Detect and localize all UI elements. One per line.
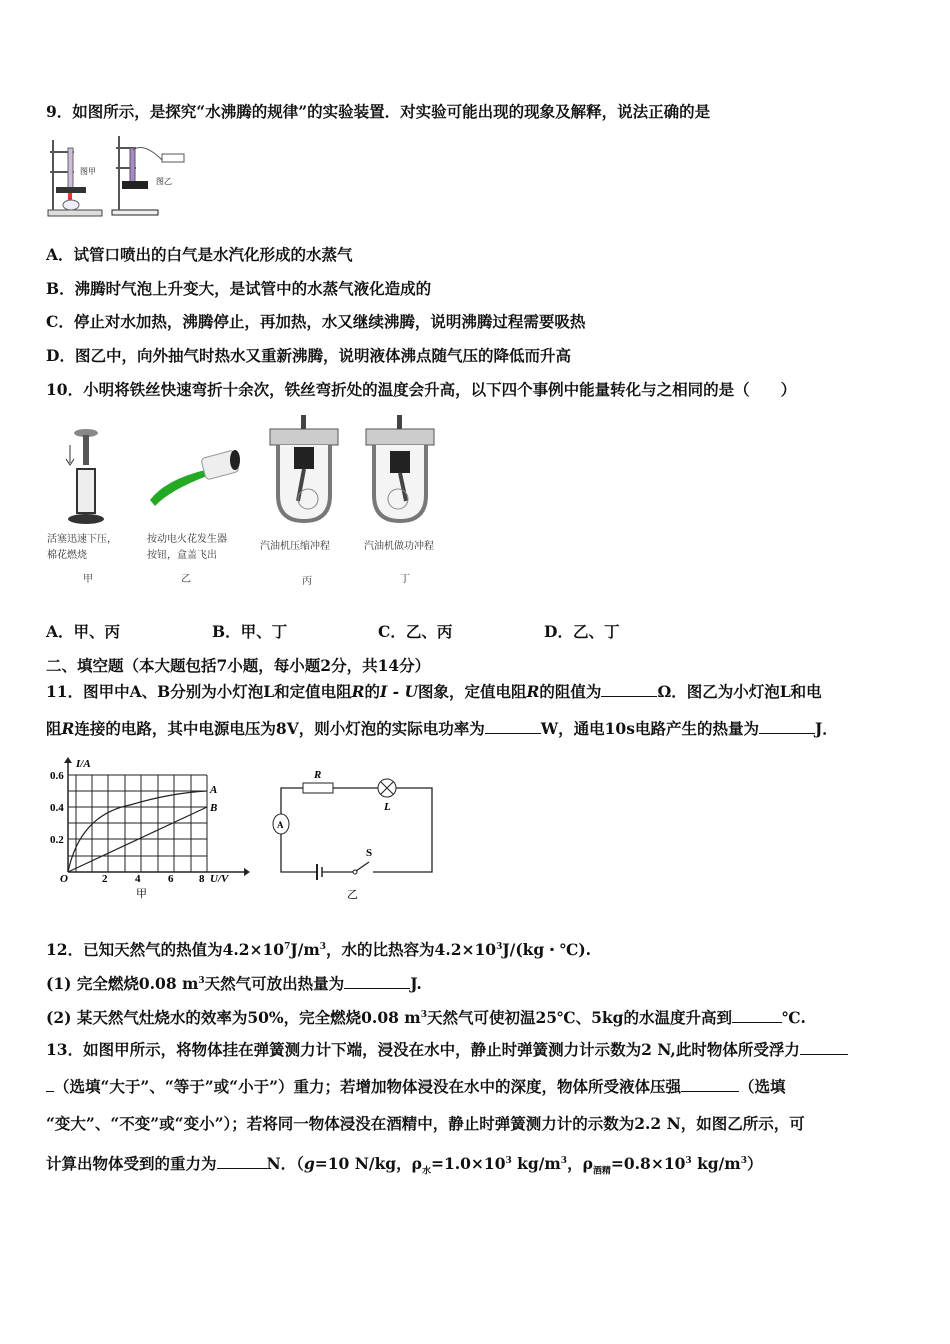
fig-yi-label: 图乙 xyxy=(156,177,172,186)
x-tick: 4 xyxy=(135,873,141,885)
fig-ding-caption: 汽油机做功冲程 xyxy=(364,541,434,552)
x-tick: 6 xyxy=(168,873,174,885)
section-title: 二、填空题（本大题包括7小题，每小题2分，共14分） xyxy=(46,656,431,675)
text: （选填“大于”、“等于”或“小于”）重力；若增加物体浸没在水中的深度，物体所受液体压强 xyxy=(54,1077,681,1096)
exp: 3 xyxy=(560,1156,568,1166)
graph-caption: 甲 xyxy=(136,888,147,900)
exp: 3 xyxy=(496,942,503,952)
answer-blank[interactable] xyxy=(681,1077,739,1092)
l-label: L xyxy=(384,801,391,813)
text: 天然气可放出热量为 xyxy=(204,974,345,994)
answer-blank[interactable] xyxy=(759,719,815,734)
exp: 3 xyxy=(420,1010,427,1020)
q10-option-d: D．乙、丁 xyxy=(544,622,620,641)
text: 13．如图甲所示，将物体挂在弹簧测力计下端，浸没在水中，静止时弹簧测力计示数为2 N,此时物体所受浮力 xyxy=(46,1040,800,1059)
s-label: S xyxy=(366,847,373,859)
text: 11．图甲中A、B分别为小灯泡L和定值电阻 xyxy=(46,682,352,701)
q9-option-a: A．试管口喷出的白气是水汽化形成的水蒸气 xyxy=(46,245,353,264)
q9-stem: 9．如图所示，是探究“水沸腾的规律”的实验装置．对实验可能出现的现象及解释，说法正确的是 xyxy=(46,102,711,121)
text: kg/m xyxy=(511,1154,561,1174)
text: （选填 xyxy=(739,1077,786,1096)
fig-jia-caption-2: 棉花燃烧 xyxy=(47,550,87,561)
x-tick: 8 xyxy=(199,873,205,885)
spark-generator-figure xyxy=(145,440,245,510)
text: 的阻值为 xyxy=(539,682,602,701)
text: (2) 某天然气灶烧水的效率为50%，完全燃烧0.08 m xyxy=(46,1008,421,1028)
q13-line3: “变大”、“不变”或“变小”）；若将同一物体浸没在酒精中，静止时弹簧测力计的示数为2.2 N，如图乙所示，可 xyxy=(46,1114,805,1133)
text: J/(kg・℃). xyxy=(502,940,592,960)
q9-option-c: C．停止对水加热，沸腾停止，再加热，水又继续沸腾，说明沸腾过程需要吸热 xyxy=(46,312,586,331)
text: ，水的比热容为4.2×10 xyxy=(326,940,497,960)
y-axis-label: I/A xyxy=(76,758,91,770)
exp: 3 xyxy=(685,1156,692,1166)
curve-b-label: B xyxy=(210,802,218,814)
power-stroke-engine-figure xyxy=(364,413,436,525)
answer-blank[interactable] xyxy=(800,1040,848,1055)
text: ） xyxy=(746,1154,763,1174)
answer-blank[interactable] xyxy=(601,682,657,697)
text: kg/m xyxy=(691,1154,741,1174)
exp: 3 xyxy=(740,1156,747,1166)
q9-option-b: B．沸腾时气泡上升变大，是试管中的水蒸气液化造成的 xyxy=(46,279,432,298)
fig-yi-caption-2: 按钮，盒盖飞出 xyxy=(147,550,217,561)
q13-line1 xyxy=(46,1040,848,1060)
var-r: R xyxy=(61,719,75,738)
q11-line1 xyxy=(46,682,822,702)
sub: 酒精 xyxy=(592,1166,611,1177)
exp: 3 xyxy=(505,1156,512,1166)
answer-blank[interactable] xyxy=(732,1008,782,1023)
text: ，ρ xyxy=(567,1154,593,1174)
text: 天然气可使初温25℃、5kg的水温度升高到 xyxy=(426,1008,732,1028)
exp: 7 xyxy=(284,942,291,952)
var-iu: I - U xyxy=(380,682,419,701)
answer-blank-continued[interactable] xyxy=(46,1077,54,1092)
q9-option-d: D．图乙中，向外抽气时热水又重新沸腾，说明液体沸点随气压的降低而升高 xyxy=(46,346,571,365)
text: =0.8×10 xyxy=(610,1154,686,1174)
sub: 水 xyxy=(421,1166,431,1177)
y-tick: 0.2 xyxy=(50,834,64,846)
text: Ω．图乙为小灯泡L和电 xyxy=(657,682,822,701)
q10-options xyxy=(46,622,710,642)
curve-a xyxy=(68,791,207,872)
curve-a-label: A xyxy=(210,784,218,796)
q9-boiling-apparatus-figure xyxy=(44,134,194,222)
fig-yi-caption-1: 按动电火花发生器 xyxy=(147,534,227,545)
text: J. xyxy=(410,974,422,994)
q11-line2 xyxy=(46,719,838,739)
q13-line4 xyxy=(46,1151,763,1181)
resistor-icon xyxy=(303,783,333,793)
var-r: R xyxy=(351,682,365,701)
iu-graph xyxy=(50,755,255,900)
origin-label: O xyxy=(60,873,68,885)
fig-ding-label: 丁 xyxy=(400,574,410,585)
answer-blank[interactable] xyxy=(485,719,541,734)
text: ℃. xyxy=(781,1008,806,1028)
answer-blank[interactable] xyxy=(344,974,410,989)
circuit-caption: 乙 xyxy=(347,889,358,901)
x-axis-label: U/V xyxy=(210,873,229,885)
text: 连接的电路，其中电源电压为8V，则小灯泡的实际电功率为 xyxy=(74,719,485,738)
text: J/m xyxy=(290,940,320,960)
answer-blank[interactable] xyxy=(217,1154,267,1169)
compression-stroke-engine-figure xyxy=(268,413,340,525)
var-g: g xyxy=(303,1154,315,1174)
y-tick: 0.4 xyxy=(50,802,64,814)
text: 计算出物体受到的重力为 xyxy=(46,1154,217,1174)
text: W，通电10s电路产生的热量为 xyxy=(540,719,759,738)
fig-jia-caption-1: 活塞迅速下压， xyxy=(47,534,117,545)
fig-yi-label: 乙 xyxy=(181,574,191,585)
fig-jia-label: 图甲 xyxy=(80,167,96,176)
q12-stem xyxy=(46,937,591,960)
y-tick: 0.6 xyxy=(50,770,64,782)
x-tick: 2 xyxy=(102,873,108,885)
exp: 3 xyxy=(198,976,205,986)
fig-bing-label: 丙 xyxy=(302,576,312,587)
var-r: R xyxy=(526,682,540,701)
text: 的 xyxy=(364,682,381,701)
text: =1.0×10 xyxy=(430,1154,506,1174)
text: =10 N/kg，ρ xyxy=(314,1154,422,1174)
text: N．（ xyxy=(266,1154,304,1174)
fig-bing-caption: 汽油机压缩冲程 xyxy=(260,541,330,552)
text: 阻 xyxy=(46,719,62,738)
q10-option-b: B．甲、丁 xyxy=(212,622,288,641)
text: 图象，定值电阻 xyxy=(418,682,527,701)
q10-stem: 10．小明将铁丝快速弯折十余次，铁丝弯折处的温度会升高，以下四个事例中能量转化与之相同的是（ ） xyxy=(46,380,797,399)
q10-option-a: A．甲、丙 xyxy=(46,622,121,641)
switch-icon xyxy=(356,862,369,871)
r-label: R xyxy=(314,769,322,781)
q12-part1 xyxy=(46,971,422,994)
text: 12．已知天然气的热值为4.2×10 xyxy=(46,940,285,960)
piston-compression-figure xyxy=(60,425,110,525)
q12-part2 xyxy=(46,1005,806,1028)
text: J． xyxy=(814,719,838,738)
circuit-diagram xyxy=(265,762,440,902)
a-label: A xyxy=(277,820,284,830)
exp: 3 xyxy=(319,942,327,952)
text: (1) 完全燃烧0.08 m xyxy=(46,974,199,994)
fig-jia-label: 甲 xyxy=(83,574,93,585)
q10-option-c: C．乙、丙 xyxy=(378,622,453,641)
q13-line2 xyxy=(46,1077,786,1097)
